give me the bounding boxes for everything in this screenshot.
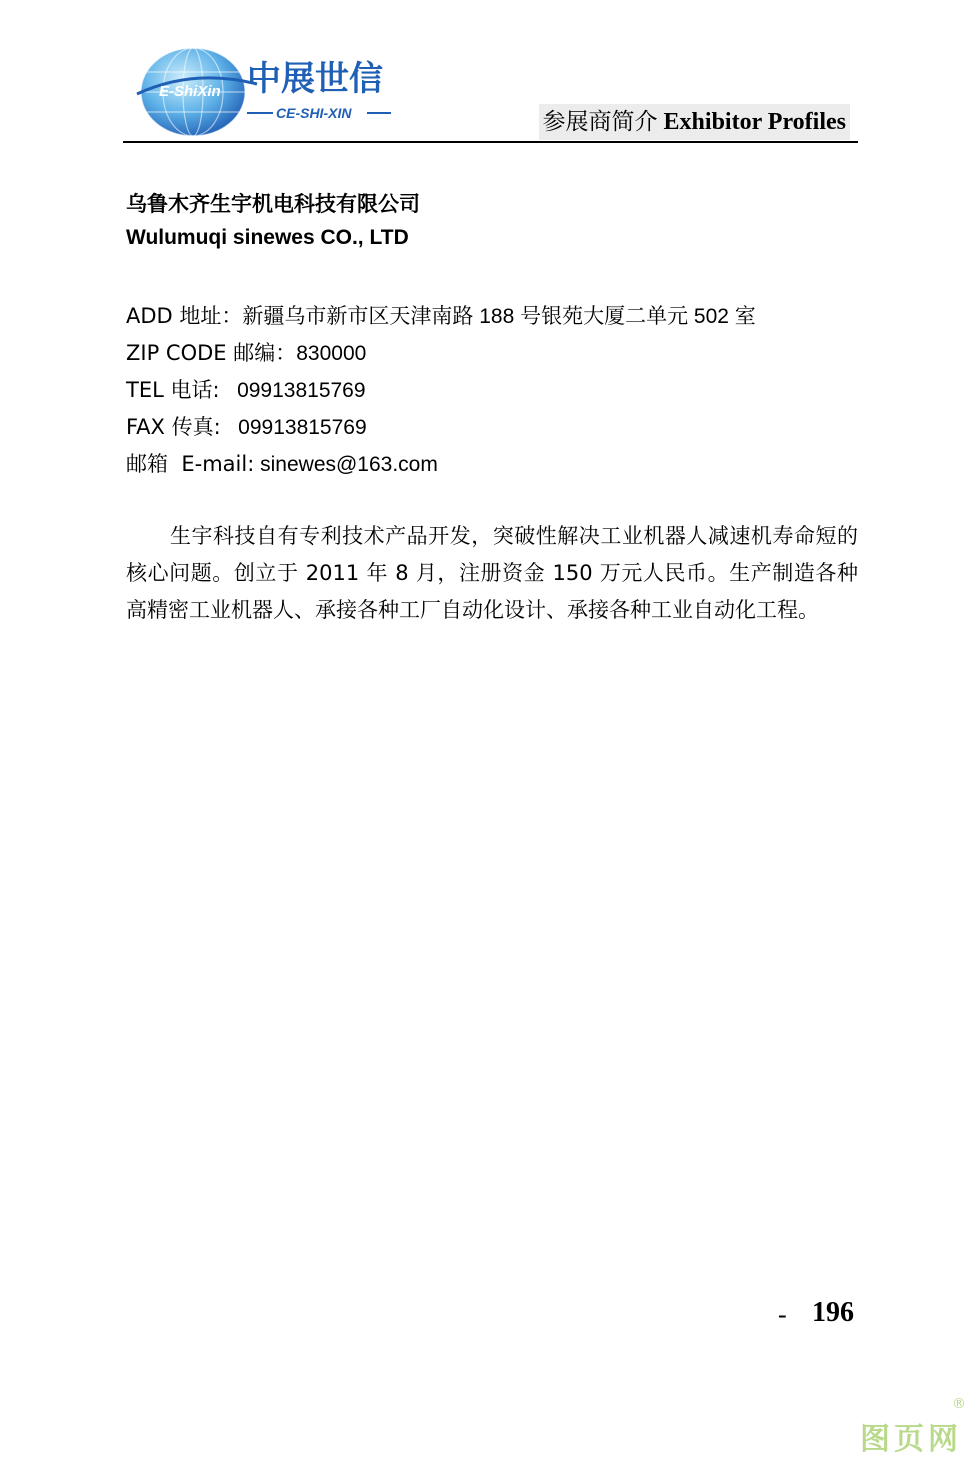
email-value: sinewes@163.com bbox=[260, 453, 438, 476]
company-description: 生宇科技自有专利技术产品开发，突破性解决工业机器人减速机寿命短的核心问题。创立于 2011 年 8 月，注册资金 150 万元人民币。生产制造各种高精密工业机器人、承接各种工厂自动化设计、承接各种工业自动化工程。 bbox=[126, 524, 858, 622]
section-title-cn: 参展商简介 bbox=[542, 109, 658, 135]
company-name-cn: 乌鲁木齐生宇机电科技有限公司 bbox=[126, 192, 420, 216]
watermark-text: 图页网 bbox=[860, 1422, 962, 1457]
email-line bbox=[126, 446, 756, 483]
registered-icon: ® bbox=[952, 1396, 966, 1412]
zip-value: 830000 bbox=[296, 342, 367, 365]
zip-line bbox=[126, 335, 756, 372]
svg-text:CE-SHI-XIN: CE-SHI-XIN bbox=[276, 105, 352, 121]
page-number-dash: - bbox=[778, 1300, 787, 1329]
contact-block bbox=[126, 298, 756, 483]
page-number: 196 bbox=[812, 1297, 854, 1328]
section-title bbox=[539, 104, 850, 140]
header-divider bbox=[123, 141, 858, 143]
address-line bbox=[126, 298, 756, 335]
tel-line bbox=[126, 372, 756, 409]
fax-value: 09913815769 bbox=[238, 416, 367, 439]
tel-label: TEL 电话: bbox=[126, 378, 220, 402]
svg-text:E-ShiXin: E-ShiXin bbox=[159, 83, 221, 100]
section-title-en: Exhibitor Profiles bbox=[663, 109, 846, 135]
svg-text:中展世信: 中展世信 bbox=[247, 59, 383, 99]
company-name-en: Wulumuqi sinewes CO., LTD bbox=[126, 226, 409, 249]
fax-line bbox=[126, 409, 756, 446]
watermark bbox=[860, 1396, 966, 1458]
fax-label: FAX 传真: bbox=[126, 415, 221, 439]
globe-logo-icon bbox=[135, 46, 405, 138]
tel-value: 09913815769 bbox=[237, 379, 366, 402]
zip-label: ZIP CODE 邮编： bbox=[126, 341, 297, 365]
company-logo bbox=[135, 46, 405, 138]
address-label: ADD 地址： bbox=[126, 304, 243, 328]
address-value: 新疆乌市新市区天津南路 188 号银苑大厦二单元 502 室 bbox=[242, 305, 756, 328]
email-label: 邮箱 E-mail: bbox=[126, 452, 255, 476]
